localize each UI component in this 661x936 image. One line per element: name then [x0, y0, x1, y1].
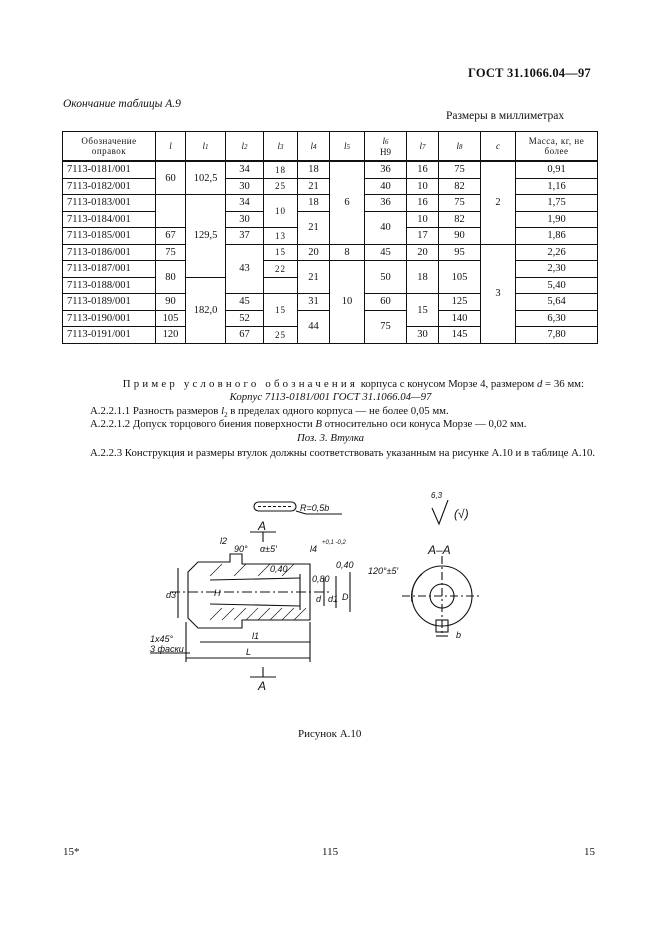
cell-c: 3	[481, 244, 516, 343]
angle-arc	[412, 574, 422, 602]
subheading: Поз. 3. Втулка	[296, 432, 365, 444]
header-mass: Масса, кг, не более	[516, 132, 598, 162]
cell-name: 7113-0191/001	[63, 327, 156, 344]
cell-l6: 40	[365, 178, 407, 195]
cell-l8: 82	[439, 178, 481, 195]
dimensions-table	[62, 131, 598, 344]
label-tolerance: +0,1 -0,2	[322, 540, 346, 546]
bore-line-top	[210, 578, 300, 580]
cell-l1: 129,5	[186, 195, 226, 278]
bushing-drawing	[150, 492, 510, 692]
p1-text-b: в пределах одного корпуса — не более 0,05 мм.	[227, 405, 449, 417]
label-roughness: 6,3	[431, 492, 443, 500]
cell-l5: 6	[330, 161, 365, 244]
cell-l5: 8	[330, 244, 365, 261]
label-b: b	[456, 630, 462, 640]
cell-name: 7113-0182/001	[63, 178, 156, 195]
cell-name: 7113-0181/001	[63, 161, 156, 178]
cell-l2: 37	[226, 228, 264, 245]
cell-l7: 17	[407, 228, 439, 245]
table-row	[63, 161, 598, 178]
cell-l8: 145	[439, 327, 481, 344]
label-l1: l1	[252, 631, 260, 641]
header-l4: l4	[298, 132, 330, 162]
cell-mass: 2,30	[516, 261, 598, 278]
table-header-row	[63, 132, 598, 162]
cell-l4: 31	[298, 294, 330, 311]
cell-mass: 5,40	[516, 277, 598, 294]
label-angle: 120°±5′	[368, 566, 399, 576]
label-040: 0,40	[270, 564, 288, 574]
cell-l8: 95	[439, 244, 481, 261]
cell-l6: 40	[365, 211, 407, 244]
header-c: c	[481, 132, 516, 162]
table-row	[63, 244, 598, 261]
cell-l6: 50	[365, 261, 407, 294]
cell-l7: 10	[407, 211, 439, 228]
label-section-a-top: А	[258, 519, 267, 533]
label-section-a-bottom: А	[258, 679, 267, 692]
label-L: L	[246, 647, 252, 657]
label-r: R=0,5b	[300, 503, 330, 513]
cell-l8: 125	[439, 294, 481, 311]
cell-name: 7113-0186/001	[63, 244, 156, 261]
label-d3: d3	[166, 590, 177, 600]
roughness-symbol	[432, 500, 448, 524]
cell-l2: 34	[226, 161, 264, 178]
label-d: d	[316, 594, 322, 604]
cell-mass: 7,80	[516, 327, 598, 344]
cell-l4: 44	[298, 310, 330, 343]
cell-mass: 6,30	[516, 310, 598, 327]
cell-l2: 67	[226, 327, 264, 344]
cell-l7: 10	[407, 178, 439, 195]
cell-mass: 1,75	[516, 195, 598, 212]
label-section-aa: А–А	[428, 543, 451, 557]
cell-l: 67	[156, 228, 186, 245]
cell-l8: 90	[439, 228, 481, 245]
example-text-a: корпуса с конусом Морзе 4, размером	[358, 378, 537, 390]
units-note: Размеры в миллиметрах	[446, 110, 565, 122]
table-row	[63, 261, 598, 278]
cell-l2: 45	[226, 294, 264, 311]
figure-caption: Рисунок А.10	[298, 728, 362, 740]
p2-b: В	[315, 418, 322, 430]
cell-l: 80	[156, 261, 186, 294]
cell-l3: 10	[264, 195, 298, 228]
header-l3: l3	[264, 132, 298, 162]
cell-l3	[264, 277, 298, 294]
cell-l7: 30	[407, 327, 439, 344]
cell-l4: 18	[298, 195, 330, 212]
cell-name: 7113-0190/001	[63, 310, 156, 327]
cell-name: 7113-0183/001	[63, 195, 156, 212]
table-caption: Окончание таблицы А.9	[63, 98, 181, 110]
header-name: Обозначение оправок	[63, 132, 156, 162]
cell-l8: 140	[439, 310, 481, 327]
designation-example: Корпус 7113-0181/001 ГОСТ 31.1066.04—97	[229, 391, 432, 403]
p1-sub: 2	[224, 411, 228, 420]
cell-l: 90	[156, 294, 186, 311]
p1-l: l	[221, 405, 225, 417]
cell-l2: 52	[226, 310, 264, 327]
cell-name: 7113-0185/001	[63, 228, 156, 245]
header-l2: l2	[226, 132, 264, 162]
cell-l3: 22	[264, 261, 298, 278]
paragraph-a2212	[90, 418, 600, 430]
cell-l1: 102,5	[186, 161, 226, 195]
footer-page-right: 15	[584, 846, 595, 858]
header-l5: l5	[330, 132, 365, 162]
cell-mass: 2,26	[516, 244, 598, 261]
header-l: l	[156, 132, 186, 162]
example-paragraph	[63, 378, 584, 390]
cell-l8: 75	[439, 161, 481, 178]
p1-text-a: А.2.2.1.1 Разность размеров	[90, 405, 222, 417]
cell-l6: 60	[365, 294, 407, 311]
footer-page-center: 115	[322, 846, 339, 858]
cell-l8: 82	[439, 211, 481, 228]
footer-left: 15*	[63, 846, 80, 858]
example-text-b: = 36 мм:	[542, 378, 584, 390]
standard-number: ГОСТ 31.1066.04—97	[468, 66, 591, 80]
cell-l	[156, 195, 186, 228]
cell-l: 105	[156, 310, 186, 327]
cell-mass: 0,91	[516, 161, 598, 178]
label-roughness-paren: (√)	[454, 507, 469, 521]
cell-l6: 36	[365, 161, 407, 178]
label-l2: l2	[220, 536, 228, 546]
label-l4: l4	[310, 544, 318, 554]
cell-l4: 20	[298, 244, 330, 261]
cell-name: 7113-0184/001	[63, 211, 156, 228]
header-l7: l7	[407, 132, 439, 162]
cell-l: 60	[156, 161, 186, 195]
cell-c: 2	[481, 161, 516, 244]
cell-l4: 21	[298, 211, 330, 244]
cell-l3: 15	[264, 294, 298, 327]
cell-l3: 18	[264, 161, 298, 178]
cell-l7: 16	[407, 161, 439, 178]
cell-l3: 13	[264, 228, 298, 245]
label-chamfer: 1х45°	[150, 634, 174, 644]
label-h: H	[214, 588, 221, 598]
cell-l: 120	[156, 327, 186, 344]
label-D: D	[342, 592, 349, 602]
cell-l2: 34	[226, 195, 264, 212]
label-chamfer-note: 3 фаски	[150, 644, 184, 654]
example-d: d	[536, 378, 543, 390]
bore-line-bottom	[210, 604, 300, 606]
header-l8: l8	[439, 132, 481, 162]
cell-mass: 5,64	[516, 294, 598, 311]
cell-name: 7113-0189/001	[63, 294, 156, 311]
p2-text-c: относительно оси конуса Морзе — 0,02 мм.	[321, 418, 527, 430]
p2-text-a: А.2.2.1.2 Допуск торцового биения поверхности	[90, 418, 316, 430]
cell-l7: 18	[407, 261, 439, 294]
label-alpha: α±5′	[260, 544, 277, 554]
cell-l8: 75	[439, 195, 481, 212]
cell-l2: 30	[226, 178, 264, 195]
cell-l2: 30	[226, 211, 264, 228]
label-d1: d1	[328, 594, 339, 604]
example-lead: Пример условного обозначения	[122, 378, 358, 390]
cell-l5: 10	[330, 261, 365, 344]
cell-l6: 75	[365, 310, 407, 343]
cell-l4: 21	[298, 261, 330, 294]
cell-l7: 16	[407, 195, 439, 212]
cell-name: 7113-0187/001	[63, 261, 156, 278]
header-l1: l1	[186, 132, 226, 162]
cell-l: 75	[156, 244, 186, 261]
cell-l3: 25	[264, 178, 298, 195]
label-040b: 0,40	[336, 560, 354, 570]
label-080: 0,80	[312, 574, 330, 584]
cell-mass: 1,16	[516, 178, 598, 195]
cell-l7: 15	[407, 294, 439, 327]
cell-l4: 21	[298, 178, 330, 195]
cell-l3: 25	[264, 327, 298, 344]
cell-l6: 36	[365, 195, 407, 212]
cell-l8: 105	[439, 261, 481, 294]
cell-l4: 18	[298, 161, 330, 178]
cell-l2: 43	[226, 244, 264, 294]
cell-mass: 1,90	[516, 211, 598, 228]
paragraph-a223: А.2.2.3 Конструкция и размеры втулок должны соответствовать указанным на рисунке А.10 и в таблице А.10.	[90, 447, 596, 459]
cell-l1: 182,0	[186, 277, 226, 343]
cell-name: 7113-0188/001	[63, 277, 156, 294]
cell-l6: 45	[365, 244, 407, 261]
cell-mass: 1,86	[516, 228, 598, 245]
cell-l3: 15	[264, 244, 298, 261]
label-90: 90°	[234, 544, 248, 554]
cell-l7: 20	[407, 244, 439, 261]
header-l6: l6 Н9	[365, 132, 407, 162]
